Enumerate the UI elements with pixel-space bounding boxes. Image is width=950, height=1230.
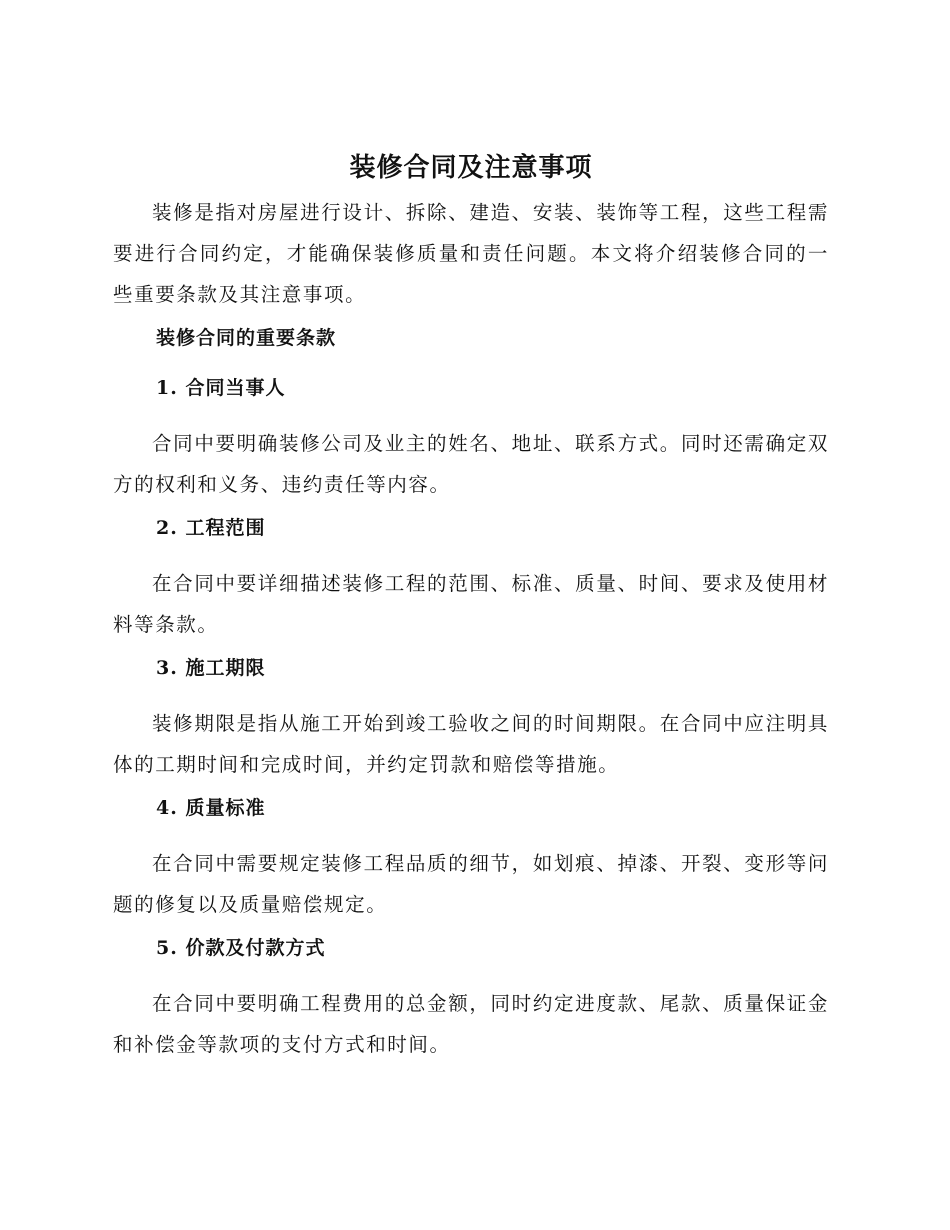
item-heading-2: 2. 工程范围 xyxy=(156,517,266,539)
item-heading-5: 5. 价款及付款方式 xyxy=(156,937,326,959)
item-text-3: 装修期限是指从施工开始到竣工验收之间的时间期限。在合同中应注明具体的工期时间和完成时间，并约定罚款和赔偿等措施。 xyxy=(113,712,829,776)
item-text-5: 在合同中要明确工程费用的总金额，同时约定进度款、尾款、质量保证金和补偿金等款项的支付方式和时间。 xyxy=(113,992,829,1056)
document-title: 装修合同及注意事项 xyxy=(349,153,593,183)
item-heading-1: 1. 合同当事人 xyxy=(156,377,286,399)
item-text-4: 在合同中需要规定装修工程品质的细节，如划痕、掉漆、开裂、变形等问题的修复以及质量赔偿规定。 xyxy=(113,852,829,916)
item-heading-4: 4. 质量标准 xyxy=(156,797,266,819)
section-heading: 装修合同的重要条款 xyxy=(156,327,337,349)
item-text-2: 在合同中要详细描述装修工程的范围、标准、质量、时间、要求及使用材料等条款。 xyxy=(113,572,829,636)
item-text-1: 合同中要明确装修公司及业主的姓名、地址、联系方式。同时还需确定双方的权利和义务、违约责任等内容。 xyxy=(113,432,829,496)
item-heading-3: 3. 施工期限 xyxy=(156,657,266,679)
intro-paragraph: 装修是指对房屋进行设计、拆除、建造、安装、装饰等工程，这些工程需要进行合同约定，才能确保装修质量和责任问题。本文将介绍装修合同的一些重要条款及其注意事项。 xyxy=(113,201,829,306)
document-page xyxy=(113,150,829,1073)
